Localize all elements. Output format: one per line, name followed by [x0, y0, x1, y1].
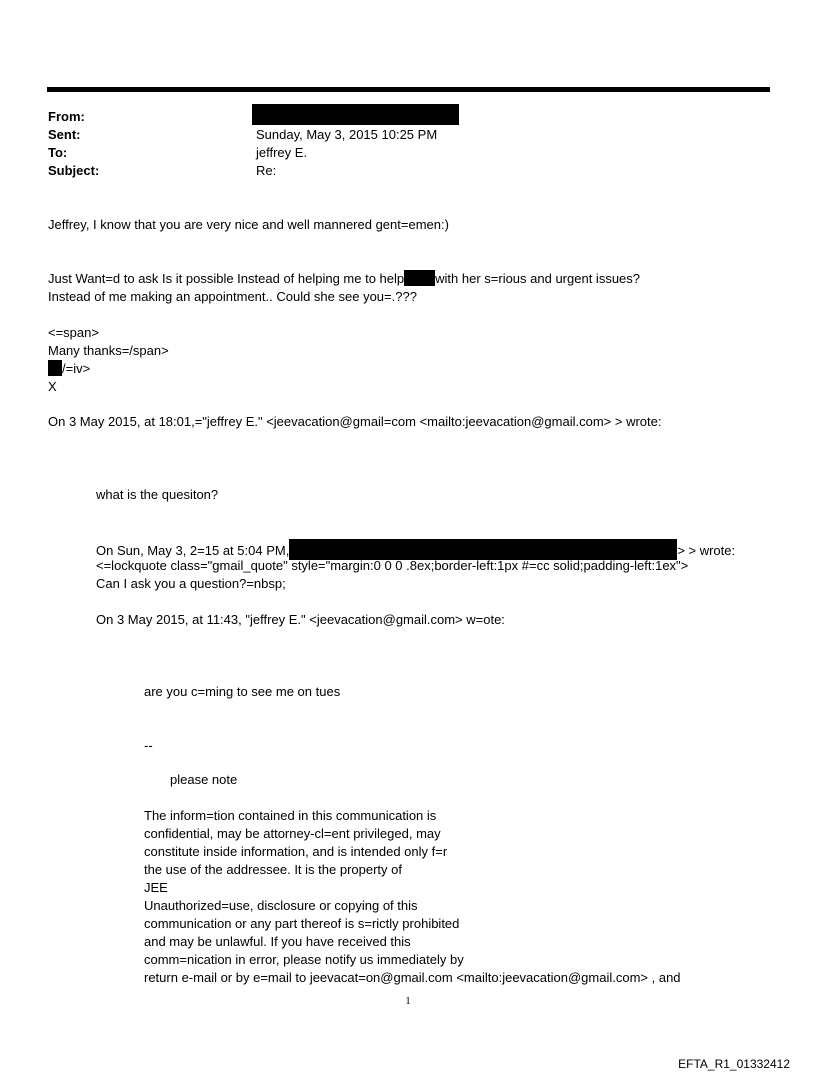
- quoted-coming: are you c=ming to see me on tues: [144, 684, 341, 699]
- disclaimer-line-5: JEE: [144, 880, 168, 895]
- body-line-7: X: [48, 379, 57, 394]
- document-id: EFTA_R1_01332412: [678, 1057, 790, 1071]
- quote-header-3: On 3 May 2015, at 11:43, "jeffrey E." <jeevacation@gmail.com> w=ote:: [96, 612, 505, 627]
- to-value: jeffrey E.: [256, 145, 308, 160]
- quote-header-2b: > > wrote:: [677, 543, 736, 558]
- disclaimer-line-3: constitute inside information, and is intended only f=r: [144, 844, 448, 859]
- disclaimer-line-10: return e-mail or by e=mail to jeevacat=on@gmail.com <mailto:jeevacation@gmail.com> , and: [144, 970, 681, 985]
- body-line-5: Many thanks=/span>: [48, 343, 169, 358]
- signature-redaction: [48, 360, 62, 376]
- disclaimer-line-9: comm=nication in error, please notify us immediately by: [144, 952, 464, 967]
- name-redaction: [404, 270, 435, 286]
- quoted-ask: Can I ask you a question?=nbsp;: [96, 576, 286, 591]
- blockquote-markup: <=lockquote class="gmail_quote" style="margin:0 0 0 .8ex;border-left:1px #=cc solid;padding-left:1ex">: [96, 558, 689, 573]
- body-line-2b: with her s=rious and urgent issues?: [435, 271, 641, 286]
- disclaimer-line-6: Unauthorized=use, disclosure or copying of this: [144, 898, 418, 913]
- quoted-question: what is the quesiton?: [96, 487, 219, 502]
- disclaimer-line-2: confidential, may be attorney-cl=ent privileged, may: [144, 826, 441, 841]
- quote-header-2a: On Sun, May 3, 2=15 at 5:04 PM,: [96, 543, 290, 558]
- disclaimer-line-8: and may be unlawful. If you have received this: [144, 934, 411, 949]
- sent-label: Sent:: [48, 127, 81, 142]
- from-label: From:: [48, 109, 85, 124]
- body-line-1: Jeffrey, I know that you are very nice and well mannered gent=emen:): [48, 217, 449, 232]
- sent-value: Sunday, May 3, 2015 10:25 PM: [256, 127, 438, 142]
- body-line-2: [48, 270, 640, 288]
- page-number: 1: [405, 995, 411, 1007]
- subject-value: Re:: [256, 163, 277, 178]
- subject-label: Subject:: [48, 163, 100, 178]
- body-line-6: [48, 360, 90, 378]
- disclaimer-line-4: the use of the addressee. It is the property of: [144, 862, 402, 877]
- please-note: please note: [170, 772, 238, 787]
- header-rule: [47, 87, 770, 92]
- disclaimer-line-1: The inform=tion contained in this communication is: [144, 808, 437, 823]
- signature-dashes: --: [144, 738, 153, 753]
- body-line-2a: Just Want=d to ask Is it possible Instead of helping me to help: [48, 271, 405, 286]
- from-redaction: [252, 104, 459, 125]
- disclaimer-line-7: communication or any part thereof is s=rictly prohibited: [144, 916, 460, 931]
- body-line-3: Instead of me making an appointment.. Could she see you=.???: [48, 289, 417, 304]
- body-line-6-text: /=iv>: [62, 361, 91, 376]
- body-line-4: <=span>: [48, 325, 99, 340]
- to-label: To:: [48, 145, 68, 160]
- quote-header-1: On 3 May 2015, at 18:01,="jeffrey E." <jeevacation@gmail=com <mailto:jeevacation@gmail.com> > wrote:: [48, 414, 662, 429]
